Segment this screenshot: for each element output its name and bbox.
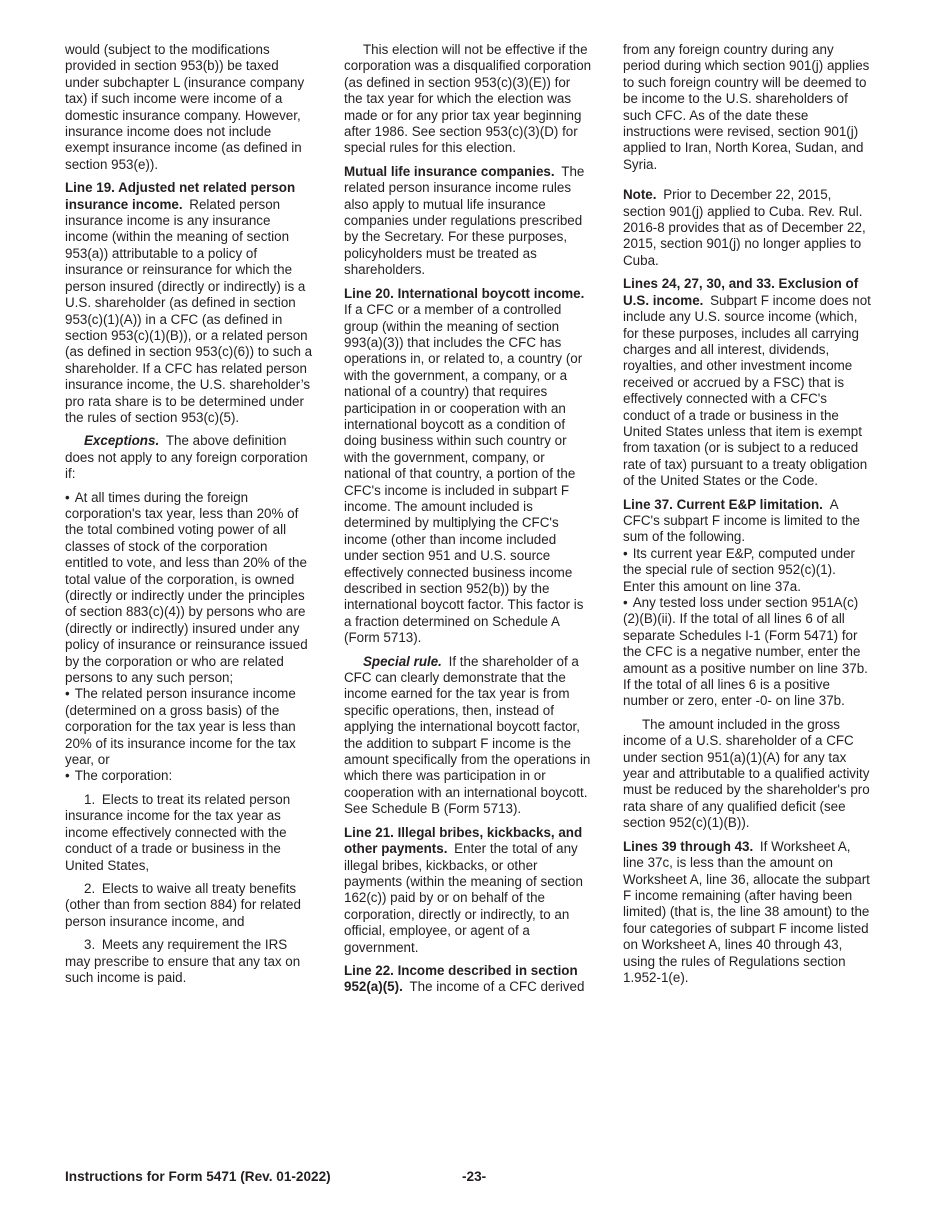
footer-form-title: Instructions for Form 5471 (Rev. 01-2022) xyxy=(65,1169,331,1184)
line-37-section xyxy=(623,497,871,546)
bullet-item: • Any tested loss under section 951A(c)(2)(B)(ii). If the total of all lines 6 of all separate Schedules I-1 (Form 5471) for the CFC is a negative number, enter the amount as a positive number on line 37b. If the total of all lines 6 is a positive number or zero, enter -0- on line 37b. xyxy=(623,595,871,710)
mutual-life-text: The related person insurance income rules also apply to mutual life insurance companies under regulations prescribed by the Secretary. For these purposes, policyholders must be treated as shareholders. xyxy=(344,163,585,278)
lines-24-27-30-33-heading: Lines 24, 27, 30, and 33. Exclusion of U.S. income. xyxy=(623,276,859,308)
line-19-section xyxy=(65,180,313,426)
bullet-item: • The related person insurance income (determined on a gross basis) of the corporation for the tax year is less than 20% of its insurance income for the tax year, or xyxy=(65,686,313,768)
paragraph: The amount included in the gross income of a U.S. shareholder of a CFC under section 951(a)(1)(A) for any tax year and attributable to a qualified activity must be reduced by the shareholder's pro rata share of any qualified deficit (see section 952(c)(1)(B)). xyxy=(623,716,870,831)
paragraph: This election will not be effective if the corporation was a disqualified corporation (as defined in section 953(c)(3)(E)) for the tax year for which the election was made or for any prior tax year beginning after 1986. See section 953(c)(3)(D) for special rules for this election. xyxy=(344,42,592,156)
exceptions-section xyxy=(65,433,313,482)
paragraph: would (subject to the modifications provided in section 953(b)) be taxed under subchapter L (insurance company tax) if such income were income of a domestic insurance company. However, insurance income does not include exempt insurance income (as defined in section 953(e)). xyxy=(65,42,305,172)
line-37-text: A CFC's subpart F income is limited to the sum of the following. xyxy=(623,496,860,545)
special-rule-section xyxy=(344,654,592,818)
lines-39-43-heading: Lines 39 through 43. xyxy=(623,838,754,854)
bullet-item: • At all times during the foreign corporation's tax year, less than 20% of the total combined voting power of all classes of stock of the corporation entitled to vote, and less than 20% of the total value of the corporation, is owned (directly or indirectly under the principles of section 883(c)(4)) by persons who are (directly or indirectly) insured under any policy of insurance or reinsurance issued by the corporation or who are related persons to any such person; xyxy=(65,490,313,687)
note-text: Prior to December 22, 2015, section 901(j) applied to Cuba. Rev. Rul. 2016-8 provides that as of December 22, 2015, section 901(j) no longer applies to Cuba. xyxy=(623,187,866,268)
numbered-item: 3. Meets any requirement the IRS may prescribe to ensure that any tax on such income is paid. xyxy=(65,937,301,985)
line-22-text: The income of a CFC derived xyxy=(409,979,585,995)
column-3 xyxy=(623,42,871,993)
note-heading: Note. xyxy=(623,187,657,203)
lines-24-27-30-33-section xyxy=(623,276,871,489)
column-2 xyxy=(344,42,592,1003)
bullet-item: • Its current year E&P, computed under the special rule of section 952(c)(1). Enter this amount on line 37a. xyxy=(623,546,871,595)
bullet-item: • The corporation: xyxy=(65,768,313,784)
numbered-item: 2. Elects to waive all treaty benefits (other than from section 884) for related person insurance income, and xyxy=(65,880,301,929)
paragraph: from any foreign country during any period during which section 901(j) applies to such foreign country will be deemed to be income to the U.S. shareholders of such CFC. As of the date these instructions were revised, section 901(j) applied to Iran, North Korea, Sudan, and Syria. xyxy=(623,42,870,172)
line-22-section xyxy=(344,963,592,996)
line-19-text: Related person insurance income is any insurance income (within the meaning of section 953(a)) attributable to a policy of insurance or reinsurance for which the person insured (directly or indirectly) is a U.S. shareholder (as defined in section 953(c)(1)(A)) in a CFC (as defined in section 953(c)(1)(B)), or a related person (as defined in section 953(c)(6)) to such a shareholder. If a CFC has related person insurance income, the U.S. shareholder’s pro rata share is to be determined under the rules of section 953(c)(5). xyxy=(65,196,313,425)
line-21-heading: Line 21. Illegal bribes, kickbacks, and other payments. xyxy=(344,824,583,857)
mutual-life-section xyxy=(344,164,592,279)
lines-39-43-text: If Worksheet A, line 37c, is less than the amount on Worksheet A, line 36, allocate the subpart F income remaining (after having been limited) (that is, the line 38 amount) to the four categories of subpart F income listed on Worksheet A, lines 40 through 43, using the rules of Regulations section 1.952-1(e). xyxy=(623,838,870,985)
line-20-text: If a CFC or a member of a controlled group (within the meaning of section 993(a)(3)) that includes the CFC has operations in, or related to, a country (or with the government, a company, or a national of a country) that requires participation in or cooperation with an international boycott as a condition of doing business within such country or with the government, company, or national of that country, a portion of the CFC's income is included in subpart F income. The amount included is determined by multiplying the CFC's income (other than income included under section 951 and U.S. source effectively connected business income described in section 952(b)) by the international boycott factor. This factor is a fraction determined on Schedule A (Form 5713). xyxy=(344,302,584,646)
lines-39-43-section xyxy=(623,839,871,987)
mutual-life-heading: Mutual life insurance companies. xyxy=(344,163,555,179)
numbered-item: 1. Elects to treat its related person insurance income for the tax year as income effectively connected with the conduct of a trade or business in the United States, xyxy=(65,791,291,873)
line-19-heading: Line 19. Adjusted net related person insurance income. xyxy=(65,180,296,212)
note-section xyxy=(623,187,871,269)
lines-24-27-30-33-text: Subpart F income does not include any U.S. source income (which, for these purposes, includes all carrying charges and all interest, dividends, royalties, and other investment income received or accrued by a FSC) that is effectively connected with a CFC's conduct of a trade or business in the United States unless that item is exempt from taxation (or is subject to a reduced rate of tax) pursuant to a treaty obligation of the United States or the Code. xyxy=(623,292,871,489)
line-37-heading: Line 37. Current E&P limitation. xyxy=(623,496,823,512)
exceptions-text: The above definition does not apply to any foreign corporation if: xyxy=(65,433,308,482)
line-20-section xyxy=(344,286,592,647)
line-21-section xyxy=(344,825,592,956)
line-22-heading: Line 22. Income described in section 952(a)(5). xyxy=(344,962,578,995)
special-rule-text: If the shareholder of a CFC can clearly demonstrate that the income earned for the tax year is from specific operations, then, instead of applying the international boycott factor, the addition to subpart F income is the amount specifically from the operations in which there was participation in or cooperation with an international boycott. See Schedule B (Form 5713). xyxy=(344,653,591,817)
exceptions-heading: Exceptions. xyxy=(84,433,160,449)
footer-page-number: -23- xyxy=(462,1169,487,1184)
column-1 xyxy=(65,42,313,993)
line-21-text: Enter the total of any illegal bribes, kickbacks, or other payments (within the meaning of section 162(c)) paid by or on behalf of the corporation, directly or indirectly, to an official, employee, or agent of a government. xyxy=(344,841,583,955)
special-rule-heading: Special rule. xyxy=(363,653,442,669)
line-20-heading: Line 20. International boycott income. xyxy=(344,285,585,301)
